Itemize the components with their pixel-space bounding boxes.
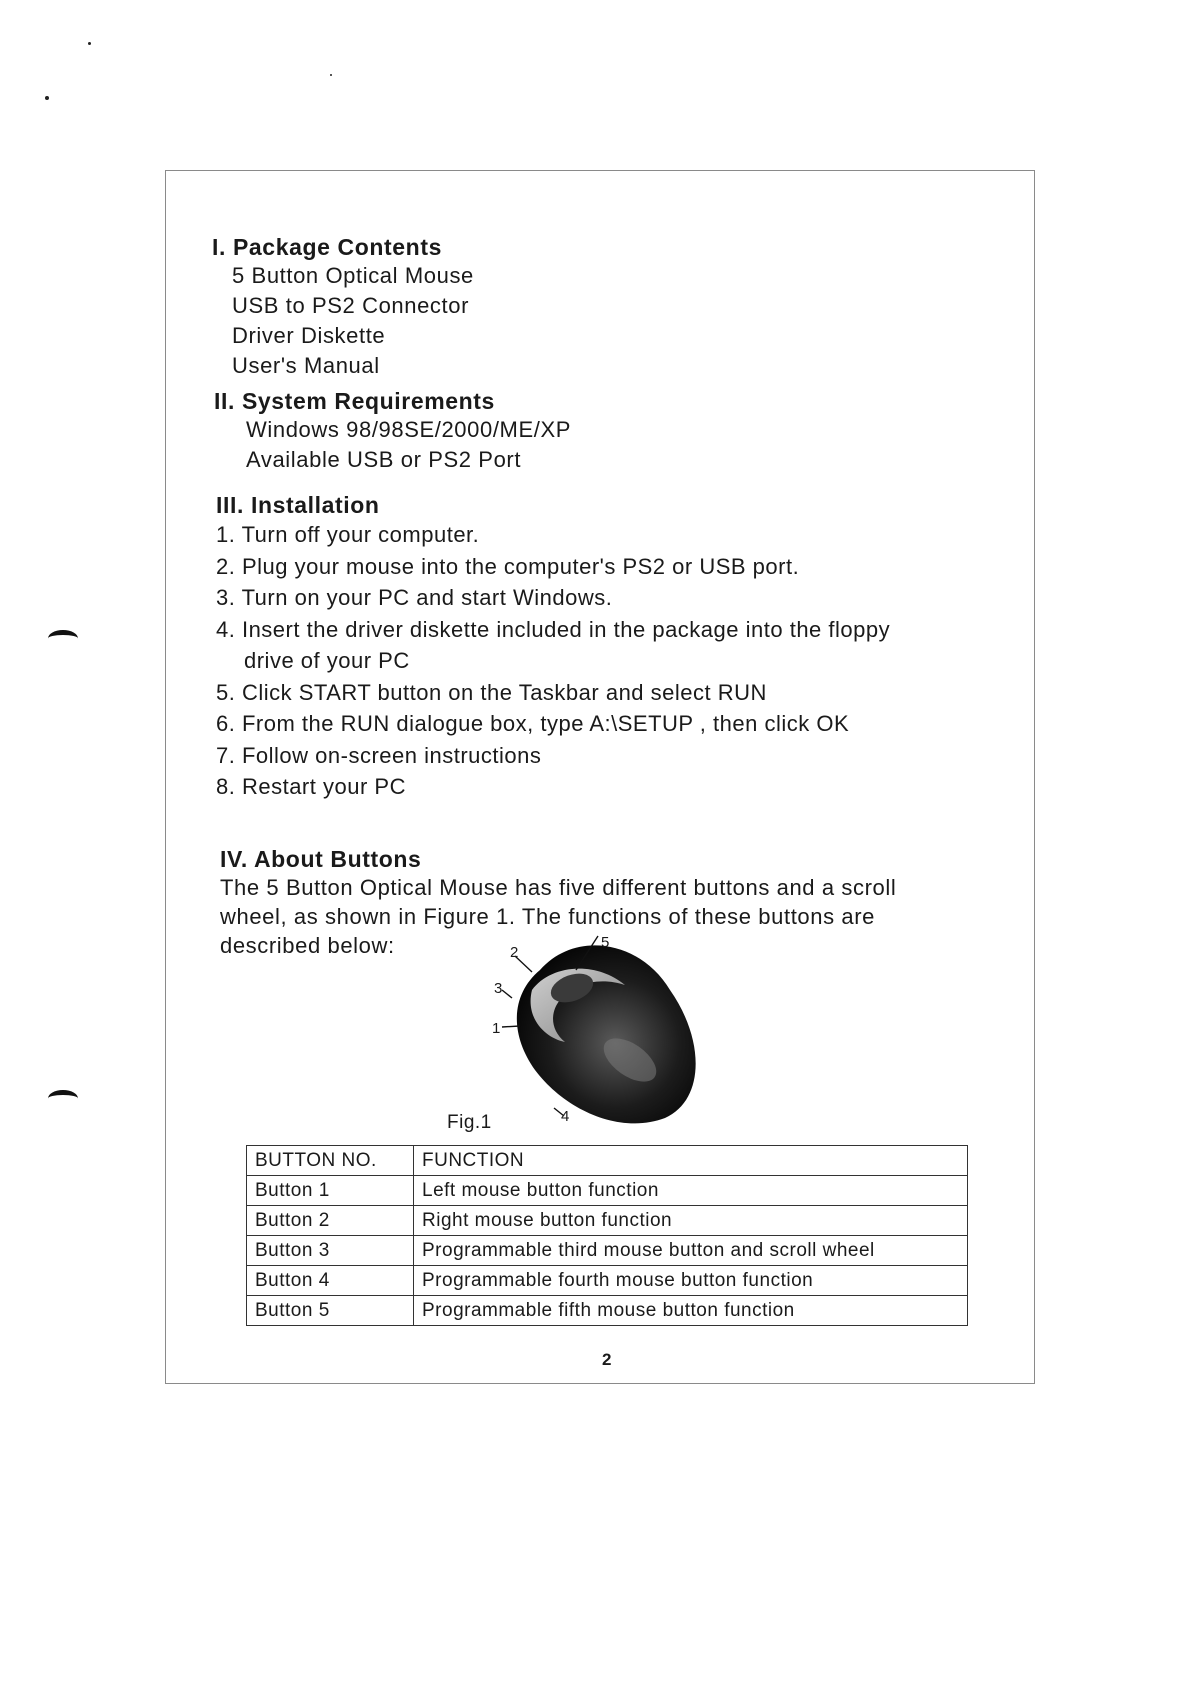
column-header-button-no: BUTTON NO.	[247, 1146, 414, 1176]
system-requirements-section	[214, 388, 571, 475]
button-function-cell: Left mouse button function	[414, 1176, 968, 1206]
installation-step: 3. Turn on your PC and start Windows.	[216, 585, 613, 610]
figure-caption: Fig.1	[447, 1112, 492, 1133]
about-buttons-heading: IV. About Buttons	[220, 846, 422, 872]
package-item: USB to PS2 Connector	[232, 293, 470, 318]
button-number-cell: Button 2	[247, 1206, 414, 1236]
scan-speck	[45, 96, 49, 100]
page-number: 2	[602, 1350, 612, 1369]
installation-step: 5. Click START button on the Taskbar and select RUN	[216, 679, 767, 705]
package-item: 5 Button Optical Mouse	[232, 263, 474, 288]
system-requirements-heading: II. System Requirements	[214, 388, 495, 414]
callout-4: 4	[561, 1108, 570, 1125]
column-header-function: FUNCTION	[414, 1146, 968, 1176]
button-function-cell: Programmable fifth mouse button function	[414, 1296, 968, 1326]
scan-speck	[88, 42, 91, 45]
installation-step: 1. Turn off your computer.	[216, 522, 480, 547]
package-contents-heading: I. Package Contents	[212, 234, 442, 260]
callout-3: 3	[494, 980, 503, 997]
requirement-item: Available USB or PS2 Port	[246, 447, 522, 472]
table-row	[247, 1296, 968, 1326]
installation-step: 4. Insert the driver diskette included in the package into the floppy	[216, 616, 891, 642]
about-buttons-paragraph: The 5 Button Optical Mouse has five different buttons and a scroll wheel, as shown in Figure 1. The functions of these buttons are described below:	[220, 875, 897, 958]
package-contents-section	[212, 234, 474, 381]
scan-speck	[330, 74, 332, 76]
mouse-body	[517, 945, 696, 1123]
installation-steps	[216, 519, 890, 803]
table-row	[247, 1266, 968, 1296]
installation-step: 6. From the RUN dialogue box, type A:\SETUP , then click OK	[216, 711, 850, 736]
installation-step: 2. Plug your mouse into the computer's PS2 or USB port.	[216, 553, 800, 579]
installation-step: 7. Follow on-screen instructions	[216, 742, 542, 768]
package-item: User's Manual	[232, 353, 380, 378]
button-number-cell: Button 3	[247, 1236, 414, 1266]
callout-1: 1	[492, 1020, 501, 1037]
callout-5: 5	[601, 934, 610, 951]
table-header-row	[247, 1146, 968, 1176]
button-function-table	[246, 1145, 968, 1326]
binder-hole-mark	[48, 630, 78, 647]
requirement-item: Windows 98/98SE/2000/ME/XP	[246, 417, 571, 442]
table-row	[247, 1176, 968, 1206]
button-function-cell: Programmable third mouse button and scroll wheel	[414, 1236, 968, 1266]
button-number-cell: Button 5	[247, 1296, 414, 1326]
installation-step: 8. Restart your PC	[216, 774, 406, 799]
button-number-cell: Button 4	[247, 1266, 414, 1296]
installation-section	[216, 492, 890, 803]
installation-step-continuation: drive of your PC	[244, 648, 410, 673]
button-function-cell: Programmable fourth mouse button function	[414, 1266, 968, 1296]
button-number-cell: Button 1	[247, 1176, 414, 1206]
mouse-figure	[480, 930, 740, 1140]
table-row	[247, 1206, 968, 1236]
package-item: Driver Diskette	[232, 323, 386, 348]
installation-heading: III. Installation	[216, 492, 380, 518]
button-function-cell: Right mouse button function	[414, 1206, 968, 1236]
table-row	[247, 1236, 968, 1266]
binder-hole-mark	[48, 1090, 78, 1107]
callout-2: 2	[510, 944, 519, 961]
